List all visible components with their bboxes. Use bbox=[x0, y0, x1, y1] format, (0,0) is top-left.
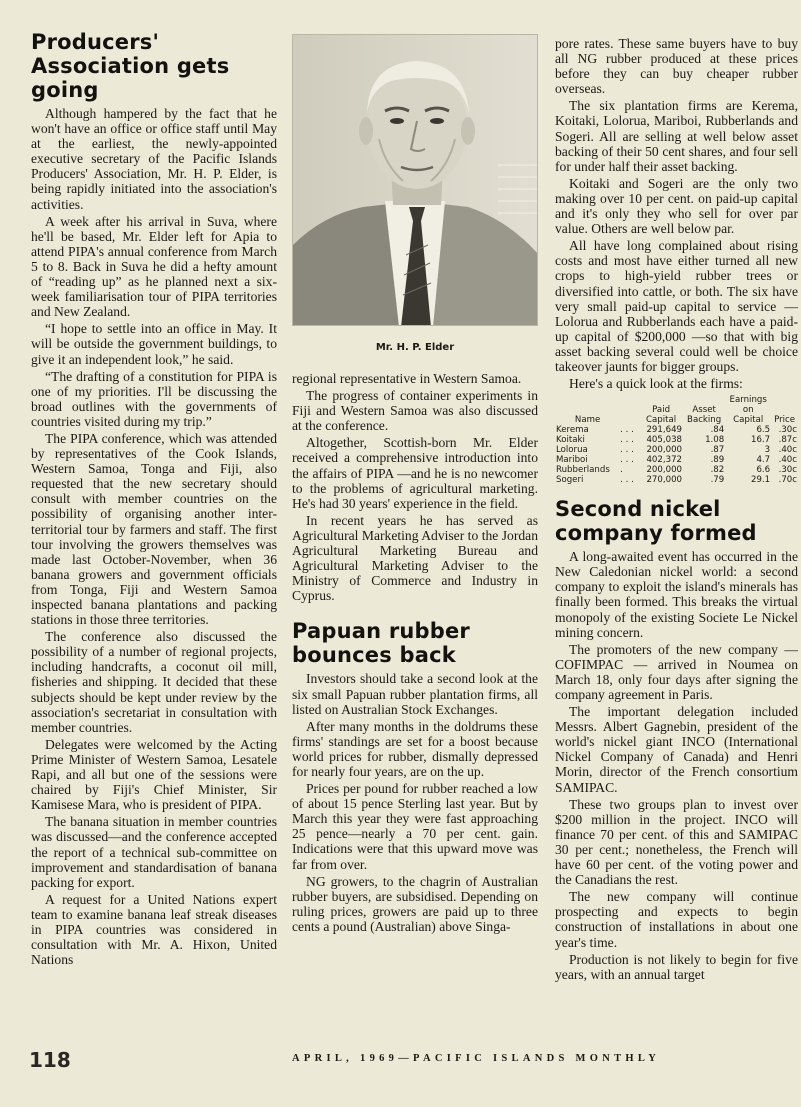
cell-leader-dots: . . . bbox=[620, 435, 634, 446]
cell-earnings: 16.7 bbox=[750, 435, 771, 446]
header-asset-bottom: Backing bbox=[687, 415, 722, 426]
article-1-body bbox=[31, 106, 277, 967]
header-asset-spacer bbox=[683, 395, 725, 405]
paragraph: A request for a United Nations expert team to examine banana leaf streak diseases in PIPA countries was considered in consultation with Mr. A. Hixon, United Nations bbox=[31, 891, 277, 968]
header-paid-bottom: Capital bbox=[646, 415, 677, 426]
cell-name: Lolorua bbox=[556, 445, 588, 456]
table-header-row bbox=[555, 415, 798, 425]
paragraph: Altogether, Scottish-born Mr. Elder received a comprehensive introduction into the affairs of PIPA —and he is no newcomer to the problems of agricultural marketing. He's had 30 years' experience in the field. bbox=[292, 435, 538, 511]
cell-leader-dots: . bbox=[620, 465, 623, 476]
paragraph: Delegates were welcomed by the Acting Prime Minister of Western Samoa, Lesatele Rapi, and all but one of the sessions were chaired by Fiji's Chief Minister, Sir Kamisese Mara, who is president of PIPA. bbox=[31, 736, 277, 813]
paragraph: Koitaki and Sogeri are the only two making over 10 per cent. on paid-up capital and it's only they who sell for over par value. Others are well below par. bbox=[555, 175, 798, 237]
headline-second-nickel: Second nickel company formed bbox=[555, 497, 757, 546]
cell-leader-dots: . . . bbox=[620, 475, 634, 486]
cell-paid: 200,000 bbox=[646, 465, 683, 476]
cell-name: Rubberlands bbox=[556, 465, 610, 476]
cell-price: .87c bbox=[778, 435, 797, 446]
paragraph: A long-awaited event has occurred in the New Caledonian nickel world: a second company to exploit the island's minerals has finally been formed. This breaks the virtual monopoly of the existing Societe Le Nickel mining concern. bbox=[555, 549, 798, 640]
paragraph: The banana situation in member countries was discussed—and the conference accepted the report of a technical sub-committee on improvement and standardisation of banana packing for export. bbox=[31, 814, 277, 890]
page-number: 118 bbox=[29, 1048, 71, 1072]
cell-leader-dots: . . . bbox=[620, 455, 634, 466]
cell-asset: .87 bbox=[710, 445, 725, 456]
cell-paid: 405,038 bbox=[646, 435, 683, 446]
cell-paid: 291,649 bbox=[646, 425, 683, 436]
portrait-illustration bbox=[293, 35, 538, 326]
header-name-spacer bbox=[555, 405, 620, 415]
cell-leader-dots: . . . bbox=[620, 425, 634, 436]
paragraph: Prices per pound for rubber reached a low of about 15 pence Sterling last year. But by March this year they were fast approaching 25 pence—nearly a 70 per cent. gain. Indications were that this upward move was far from over. bbox=[292, 781, 538, 872]
cell-earnings: 6.6 bbox=[756, 465, 771, 476]
paragraph: Here's a quick look at the firms: bbox=[569, 376, 743, 392]
header-price: Price bbox=[774, 415, 796, 426]
cell-price: .70c bbox=[778, 475, 797, 486]
headline-papuan-rubber: Papuan rubber bounces back bbox=[292, 619, 470, 668]
cell-earnings: 3 bbox=[764, 445, 771, 456]
header-dots-spacer bbox=[620, 415, 639, 425]
cell-leader-dots: . . . bbox=[620, 445, 634, 456]
paragraph: In recent years he has served as Agricultural Marketing Adviser to the Jordan Agricultural Marketing Bureau and Agricultural Marketing Adviser to the Ministry of Commerce and Industry in Cyprus. bbox=[292, 512, 538, 604]
paragraph: A week after his arrival in Suva, where he'll be based, Mr. Elder left for Apia to attend PIPA's annual conference from March 5 to 8. Back in Suva he did a hefty amount of “reading up” as he planned next a six-week familiarisation tour of PIPA territories and New Zealand. bbox=[31, 213, 277, 320]
cell-asset: .89 bbox=[710, 455, 725, 466]
article-2-continued bbox=[555, 36, 798, 391]
header-dots-spacer bbox=[620, 395, 639, 405]
header-paid-top: Paid bbox=[652, 405, 671, 416]
paragraph: Investors should take a second look at the six small Papuan rubber plantation firms, all listed on Australian Stock Exchanges. bbox=[292, 671, 538, 717]
paragraph: The six plantation firms are Kerema, Koitaki, Lolorua, Mariboi, Rubberlands and Sogeri. All are selling at well below asset backing of their 50 cent shares, and four sell for under half their asset backing. bbox=[555, 98, 798, 174]
column-3 bbox=[555, 36, 798, 984]
paragraph: Production is not likely to begin for five years, with an annual target bbox=[555, 951, 798, 982]
paragraph: “I hope to settle into an office in May. It will be outside the government buildings, to give it an independent look,” he said. bbox=[31, 321, 277, 367]
header-dots-spacer bbox=[620, 405, 639, 415]
article-2-body bbox=[292, 671, 538, 934]
table-row bbox=[555, 435, 798, 445]
header-asset-on: on bbox=[742, 405, 754, 416]
cell-paid: 200,000 bbox=[646, 445, 683, 456]
column-1 bbox=[31, 30, 277, 969]
page-footer bbox=[0, 1048, 801, 1078]
paragraph: The important delegation included Messrs. Albert Gagnebin, president of the world's nickel giant INCO (International Nickel Company of Canada) and Henri Morin, director of the French consortium SAMIPAC. bbox=[555, 704, 798, 795]
cell-asset: .82 bbox=[710, 465, 725, 476]
header-earnings-top: Earnings bbox=[729, 395, 767, 406]
cell-earnings: 4.7 bbox=[756, 455, 771, 466]
table-header-row bbox=[555, 405, 798, 415]
photo-caption: Mr. H. P. Elder bbox=[375, 342, 455, 353]
rubber-firms-table bbox=[555, 395, 798, 485]
paragraph: These two groups plan to invest over $200 million in the project. INCO will finance 70 per cent. of this and SAMIPAC 30 per cent.; nonetheless, the French will have 60 per cent. of the voting power and the Canadians the rest. bbox=[555, 796, 798, 888]
cell-earnings: 6.5 bbox=[756, 425, 771, 436]
cell-name: Sogeri bbox=[556, 475, 584, 486]
cell-earnings: 29.1 bbox=[750, 475, 771, 486]
cell-paid: 270,000 bbox=[646, 475, 683, 486]
paragraph: The progress of container experiments in Fiji and Western Samoa was also discussed at the conference. bbox=[292, 388, 538, 434]
header-paid-spacer bbox=[639, 395, 683, 405]
paragraph: The conference also discussed the possibility of a number of regional projects, including handcrafts, a coconut oil mill, fisheries and shipping. It decided that these subjects should be kept under review by the association's secretariat in consultation with member countries. bbox=[31, 629, 277, 735]
cell-price: .30c bbox=[778, 425, 797, 436]
column-2 bbox=[292, 34, 538, 936]
paragraph: After many months in the doldrums these firms' standings are set for a boost because world prices for rubber, dismally depressed for nearly four years, are on the up. bbox=[292, 718, 538, 779]
cell-name: Kerema bbox=[556, 425, 589, 436]
article-1-continued bbox=[292, 371, 538, 603]
paragraph: regional representative in Western Samoa. bbox=[292, 371, 522, 386]
header-earnings-bottom: Capital bbox=[733, 415, 764, 426]
table-row bbox=[555, 455, 798, 465]
article-3-body bbox=[555, 549, 798, 982]
cell-name: Mariboi bbox=[556, 455, 588, 466]
header-name-spacer bbox=[555, 395, 620, 405]
paragraph: pore rates. These same buyers have to buy all NG rubber produced at these prices before they can buy cheaper rubber overseas. bbox=[555, 36, 798, 97]
cell-asset: .84 bbox=[710, 425, 725, 436]
headline-producers-association: Producers' Association gets going bbox=[31, 30, 230, 102]
table-row bbox=[555, 465, 798, 475]
cell-name: Koitaki bbox=[556, 435, 585, 446]
cell-price: .30c bbox=[778, 465, 797, 476]
cell-paid: 402,372 bbox=[646, 455, 683, 466]
table-row bbox=[555, 445, 798, 455]
table-row bbox=[555, 475, 798, 485]
paragraph: “The drafting of a constitution for PIPA is one of my priorities. I'll be discussing the broad outlines with the governments of countries visited during my trip.” bbox=[31, 368, 277, 429]
cell-asset: 1.08 bbox=[705, 435, 725, 446]
table-header-row bbox=[555, 395, 798, 405]
header-asset-top: Asset bbox=[692, 405, 716, 416]
table-row bbox=[555, 425, 798, 435]
cell-price: .40c bbox=[778, 455, 797, 466]
header-price-spacer bbox=[771, 405, 798, 415]
paragraph: The promoters of the new company — COFIMPAC — arrived in Noumea on March 18, only four days after signing the company agreement in Paris. bbox=[555, 641, 798, 702]
paragraph: All have long complained about rising costs and most have either turned all new crops to high-yield rubber trees or diversified into cattle, or both. The six have very small paid-up capital to service —Lolorua and Rubberlands each have a paid-up capital of $200,000 —so that with big asset backing several could well be choice takeover jaunts for bigger groups. bbox=[555, 238, 798, 374]
portrait-photo bbox=[292, 34, 538, 326]
running-title: APRIL, 1969—PACIFIC ISLANDS MONTHLY bbox=[292, 1053, 661, 1064]
header-price-spacer bbox=[771, 395, 798, 405]
cell-price: .40c bbox=[778, 445, 797, 456]
paragraph: The new company will continue prospecting and expects to begin construction of installations in about one year's time. bbox=[555, 889, 798, 950]
paragraph: Although hampered by the fact that he won't have an office or office staff until May at the earliest, the newly-appointed executive secretary of the Pacific Islands Producers' Association, Mr. H. P. Elder, is being rapidly initiated into the association's activities. bbox=[31, 106, 277, 212]
cell-asset: .79 bbox=[710, 475, 725, 486]
header-name: Name bbox=[574, 415, 601, 426]
paragraph: NG growers, to the chagrin of Australian rubber buyers, are subsidised. Depending on ruling prices, growers are paid up to three cents a pound (Australian) above Singa- bbox=[292, 873, 538, 934]
paragraph: The PIPA conference, which was attended by representatives of the Cook Islands, Western Samoa, Tonga and Fiji, also requested that the new secretary should consult with member countries on the possibility of organising another inter-territorial tour by farmers and staff. The first tour involving the growers themselves was made last October-November, when 36 banana growers and government officials from Tonga, Fiji and Western Samoa inspected banana plantations and packing stations in those three territories. bbox=[31, 430, 277, 628]
